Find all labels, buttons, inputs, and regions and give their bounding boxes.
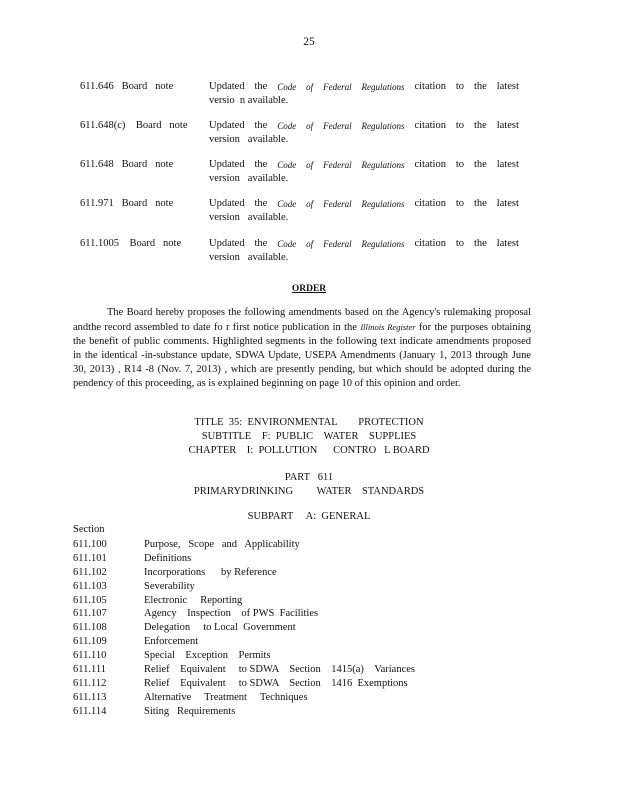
- board-note-text: [209, 119, 519, 147]
- toc-section-number: 611.103: [73, 580, 107, 592]
- board-note-section: 611.648 Board note: [80, 159, 174, 170]
- board-note-text-line2: version available.: [209, 173, 289, 184]
- toc-row: [73, 566, 493, 580]
- board-note-word: of: [306, 160, 314, 170]
- toc-section-title: Special Exception Permits: [144, 650, 271, 662]
- toc-row: [73, 649, 493, 663]
- toc-section-title: Relief Equivalent to SDWA Section 1415(a) Variances: [144, 664, 416, 676]
- paragraph-italic-illinois-register: Illinois Register: [360, 322, 416, 332]
- board-note-word: Regulations: [361, 82, 405, 92]
- toc-section-number: 611.107: [73, 608, 107, 620]
- board-note-section: 611.1005 Board note: [80, 238, 182, 249]
- board-note-word: latest: [496, 238, 519, 249]
- toc-row: [73, 621, 493, 635]
- part-line: PART 611: [284, 472, 334, 483]
- toc-row: [73, 538, 493, 552]
- paragraph-part2: for the purposes obtaining the benefit of public comments. Highlighted segments in the following text indicate amendments proposed in the identical -in-substance update, SDWA Update, USEPA Amendments (January 1, 2013 through June 30, 2013) , R14 -8 (Nov. 7, 2013) , which are presently pending, but which should be adopted during the pendency of this proceeding, as is explained beginning on page 10 of this opinion and order.: [73, 322, 531, 389]
- toc-section-title: Siting Requirements: [144, 705, 236, 717]
- toc-section-title: Agency Inspection of PWS Facilities: [144, 608, 319, 620]
- board-note-section: 611.646 Board note: [80, 81, 174, 92]
- board-note-word: of: [306, 121, 314, 131]
- toc-section-number: 611.109: [73, 636, 107, 648]
- title-line: TITLE 35: ENVIRONMENTAL PROTECTION: [194, 417, 424, 428]
- board-note-word: the: [254, 238, 268, 249]
- board-note-word: latest: [496, 120, 519, 131]
- board-note-text-line2: version available.: [209, 134, 289, 145]
- board-note-word: citation: [414, 238, 446, 249]
- board-note-word: the: [254, 120, 268, 131]
- board-note-word: Updated: [209, 159, 245, 170]
- board-note-word: Federal: [323, 239, 352, 249]
- board-note-word: the: [254, 198, 268, 209]
- board-note-word: Federal: [323, 160, 352, 170]
- board-note-word: Updated: [209, 120, 245, 131]
- board-note-word: Regulations: [361, 199, 405, 209]
- order-heading: ORDER: [291, 284, 327, 294]
- board-note-word: the: [473, 81, 487, 92]
- subpart-heading: SUBPART A: GENERAL: [247, 511, 371, 522]
- board-note-word: Code: [277, 199, 297, 209]
- board-note-word: the: [473, 120, 487, 131]
- paragraph-part1: The Board hereby proposes the following amendments based on the Agency's rulemaking proposal andthe record assembled to date fo r first notice publication in the: [73, 307, 531, 333]
- toc-row: [73, 635, 493, 649]
- board-note-word: citation: [414, 120, 446, 131]
- board-note-word: latest: [496, 159, 519, 170]
- board-note-word: Federal: [323, 199, 352, 209]
- board-note-word: Code: [277, 82, 297, 92]
- board-note-word: latest: [496, 198, 519, 209]
- board-note-word: the: [254, 159, 268, 170]
- toc-row: [73, 691, 493, 705]
- toc-section-number: 611.101: [73, 552, 107, 564]
- board-note-word: of: [306, 82, 314, 92]
- title-block: [0, 416, 618, 458]
- board-note-word: Code: [277, 239, 297, 249]
- board-note-word: Updated: [209, 198, 245, 209]
- board-note-word: citation: [414, 159, 446, 170]
- board-note-text: [209, 158, 519, 186]
- toc-section-title: Definitions: [144, 552, 192, 564]
- page-number: 25: [303, 36, 315, 48]
- toc-row: [73, 552, 493, 566]
- subtitle-line: SUBTITLE F: PUBLIC WATER SUPPLIES: [201, 431, 417, 442]
- board-note-word: citation: [414, 198, 446, 209]
- board-note-text-line2: version available.: [209, 252, 289, 263]
- toc-section-number: 611.108: [73, 622, 107, 634]
- board-note-word: of: [306, 239, 314, 249]
- toc-section-title: Delegation to Local Government: [144, 622, 296, 634]
- board-note-word: of: [306, 199, 314, 209]
- board-note-word: to: [455, 198, 465, 209]
- board-note-word: to: [455, 238, 465, 249]
- toc-row: [73, 607, 493, 621]
- board-note-word: Federal: [323, 121, 352, 131]
- toc-section-number: 611.111: [73, 664, 106, 676]
- part-block: [0, 471, 618, 499]
- toc-section-number: 611.105: [73, 594, 107, 606]
- order-paragraph: [73, 306, 531, 391]
- chapter-line: CHAPTER I: POLLUTION CONTRO L BOARD: [188, 445, 430, 456]
- board-note-word: to: [455, 81, 465, 92]
- toc-section-title: Severability: [144, 580, 195, 592]
- section-table-of-contents: [73, 538, 493, 719]
- board-note-word: the: [473, 238, 487, 249]
- board-note-word: to: [455, 120, 465, 131]
- board-note-word: the: [473, 198, 487, 209]
- board-note-word: citation: [414, 81, 446, 92]
- board-note-word: Federal: [323, 82, 352, 92]
- board-note-word: Regulations: [361, 121, 405, 131]
- toc-row: [73, 677, 493, 691]
- board-note-section: 611.971 Board note: [80, 198, 174, 209]
- toc-section-title: Incorporations by Reference: [144, 566, 277, 578]
- toc-section-title: Alternative Treatment Techniques: [144, 691, 308, 703]
- board-note-word: the: [473, 159, 487, 170]
- toc-section-number: 611.102: [73, 566, 107, 578]
- section-label: Section: [73, 524, 105, 535]
- toc-row: [73, 663, 493, 677]
- board-note-text: [209, 197, 519, 225]
- board-note-word: Code: [277, 160, 297, 170]
- board-note-text-line2: versio n available.: [209, 95, 289, 106]
- board-note-word: to: [455, 159, 465, 170]
- board-note-text: [209, 237, 519, 265]
- toc-section-title: Purpose, Scope and Applicability: [144, 539, 300, 550]
- board-note-word: Regulations: [361, 160, 405, 170]
- board-note-word: Regulations: [361, 239, 405, 249]
- toc-section-number: 611.100: [73, 539, 107, 550]
- toc-section-title: Enforcement: [144, 636, 199, 648]
- toc-section-title: Relief Equivalent to SDWA Section 1416 Exemptions: [144, 677, 408, 689]
- toc-row: [73, 705, 493, 719]
- toc-section-title: Electronic Reporting: [144, 594, 243, 606]
- toc-section-number: 611.114: [73, 705, 107, 717]
- toc-row: [73, 580, 493, 594]
- board-note-section: 611.648(c) Board note: [80, 120, 188, 131]
- toc-row: [73, 594, 493, 608]
- board-note-word: Code: [277, 121, 297, 131]
- board-note-word: latest: [496, 81, 519, 92]
- board-note-word: the: [254, 81, 268, 92]
- board-note-word: Updated: [209, 238, 245, 249]
- toc-section-number: 611.110: [73, 650, 107, 662]
- toc-section-number: 611.113: [73, 691, 107, 703]
- part-title-line: PRIMARYDRINKING WATER STANDARDS: [193, 486, 425, 497]
- board-note-text: [209, 80, 519, 108]
- board-note-text-line2: version available.: [209, 212, 289, 223]
- toc-section-number: 611.112: [73, 677, 107, 689]
- board-note-word: Updated: [209, 81, 245, 92]
